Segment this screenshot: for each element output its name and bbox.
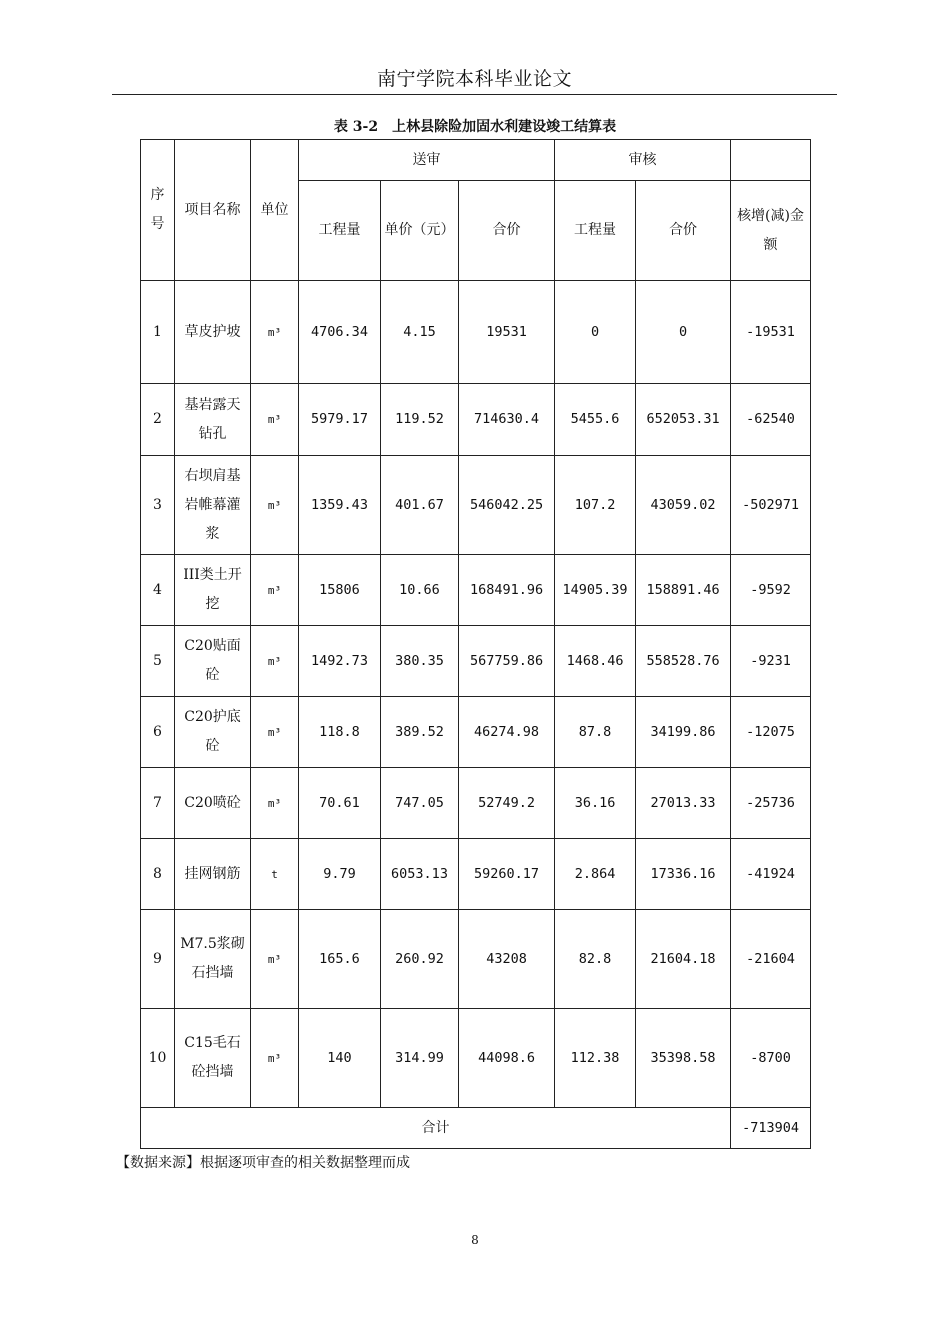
cell-sub-total: 59260.17 [459, 839, 555, 910]
cell-aud-total: 158891.46 [636, 555, 731, 626]
cell-aud-total: 43059.02 [636, 456, 731, 555]
table-row [141, 768, 811, 839]
cell-sub-total: 168491.96 [459, 555, 555, 626]
cell-aud-total: 34199.86 [636, 697, 731, 768]
cell-unit: m³ [251, 910, 299, 1009]
table-row [141, 384, 811, 456]
cell-aud-qty: 14905.39 [555, 555, 636, 626]
cell-sub-price: 380.35 [381, 626, 459, 697]
header-diff: 核增(减)金额 [731, 181, 811, 281]
cell-no: 4 [141, 555, 175, 626]
cell-aud-qty: 2.864 [555, 839, 636, 910]
table-row [141, 697, 811, 768]
cell-unit: m³ [251, 697, 299, 768]
cell-sub-price: 747.05 [381, 768, 459, 839]
cell-sub-total: 52749.2 [459, 768, 555, 839]
header-unit: 单位 [251, 140, 299, 281]
cell-name: 草皮护坡 [175, 281, 251, 384]
cell-sub-total: 46274.98 [459, 697, 555, 768]
cell-name: III类土开挖 [175, 555, 251, 626]
table-row [141, 910, 811, 1009]
cell-name: M7.5浆砌石挡墙 [175, 910, 251, 1009]
cell-diff: -19531 [731, 281, 811, 384]
cell-name: 右坝肩基岩帷幕灌浆 [175, 456, 251, 555]
cell-sub-total: 567759.86 [459, 626, 555, 697]
cell-diff: -25736 [731, 768, 811, 839]
cell-sub-total: 546042.25 [459, 456, 555, 555]
cell-no: 10 [141, 1009, 175, 1108]
cell-sub-qty: 15806 [299, 555, 381, 626]
settlement-table [140, 139, 811, 1149]
total-value: -713904 [731, 1108, 811, 1149]
table-row [141, 626, 811, 697]
cell-sub-price: 389.52 [381, 697, 459, 768]
page-number: 8 [471, 1233, 479, 1247]
cell-name: 基岩露天钻孔 [175, 384, 251, 456]
table-caption: 表 3-2 上林县除险加固水利建设竣工结算表 [333, 119, 617, 135]
cell-sub-price: 119.52 [381, 384, 459, 456]
table-row [141, 281, 811, 384]
cell-aud-total: 17336.16 [636, 839, 731, 910]
cell-sub-qty: 9.79 [299, 839, 381, 910]
cell-no: 7 [141, 768, 175, 839]
cell-diff: -9231 [731, 626, 811, 697]
cell-aud-qty: 0 [555, 281, 636, 384]
cell-no: 9 [141, 910, 175, 1009]
cell-sub-qty: 1359.43 [299, 456, 381, 555]
cell-aud-qty: 36.16 [555, 768, 636, 839]
cell-sub-total: 19531 [459, 281, 555, 384]
cell-sub-qty: 1492.73 [299, 626, 381, 697]
cell-sub-qty: 165.6 [299, 910, 381, 1009]
total-label: 合计 [141, 1108, 731, 1149]
cell-diff: -502971 [731, 456, 811, 555]
cell-sub-price: 6053.13 [381, 839, 459, 910]
cell-unit: m³ [251, 555, 299, 626]
header-group-submitted: 送审 [299, 140, 555, 181]
header-group-audit: 审核 [555, 140, 731, 181]
cell-unit: m³ [251, 384, 299, 456]
cell-sub-total: 43208 [459, 910, 555, 1009]
header-sub-total: 合价 [459, 181, 555, 281]
cell-diff: -8700 [731, 1009, 811, 1108]
table-row [141, 1009, 811, 1108]
cell-diff: -41924 [731, 839, 811, 910]
table-row [141, 839, 811, 910]
cell-name: C20贴面砼 [175, 626, 251, 697]
cell-name: C20护底砼 [175, 697, 251, 768]
cell-sub-price: 10.66 [381, 555, 459, 626]
cell-unit: m³ [251, 768, 299, 839]
table-row [141, 456, 811, 555]
total-row [141, 1108, 811, 1149]
cell-sub-qty: 140 [299, 1009, 381, 1108]
cell-name: C15毛石砼挡墙 [175, 1009, 251, 1108]
cell-unit: t [251, 839, 299, 910]
cell-sub-qty: 118.8 [299, 697, 381, 768]
cell-sub-price: 4.15 [381, 281, 459, 384]
cell-diff: -9592 [731, 555, 811, 626]
cell-aud-qty: 107.2 [555, 456, 636, 555]
cell-name: C20喷砼 [175, 768, 251, 839]
cell-aud-qty: 82.8 [555, 910, 636, 1009]
cell-no: 2 [141, 384, 175, 456]
cell-name: 挂网钢筋 [175, 839, 251, 910]
cell-no: 3 [141, 456, 175, 555]
cell-aud-total: 0 [636, 281, 731, 384]
cell-sub-price: 401.67 [381, 456, 459, 555]
cell-sub-price: 314.99 [381, 1009, 459, 1108]
source-note: 【数据来源】根据逐项审查的相关数据整理而成 [116, 1155, 410, 1171]
cell-unit: m³ [251, 626, 299, 697]
cell-no: 6 [141, 697, 175, 768]
cell-sub-qty: 70.61 [299, 768, 381, 839]
cell-aud-total: 21604.18 [636, 910, 731, 1009]
cell-aud-total: 35398.58 [636, 1009, 731, 1108]
cell-sub-qty: 5979.17 [299, 384, 381, 456]
header-aud-total: 合价 [636, 181, 731, 281]
cell-diff: -12075 [731, 697, 811, 768]
header-sub-price: 单价（元） [381, 181, 459, 281]
cell-unit: m³ [251, 456, 299, 555]
cell-diff: -62540 [731, 384, 811, 456]
cell-aud-total: 558528.76 [636, 626, 731, 697]
header-blank [731, 140, 811, 181]
header-sub-qty: 工程量 [299, 181, 381, 281]
cell-aud-qty: 112.38 [555, 1009, 636, 1108]
cell-aud-qty: 1468.46 [555, 626, 636, 697]
cell-sub-price: 260.92 [381, 910, 459, 1009]
table-row [141, 555, 811, 626]
header-aud-qty: 工程量 [555, 181, 636, 281]
header-divider [112, 94, 837, 95]
cell-aud-qty: 5455.6 [555, 384, 636, 456]
cell-aud-total: 27013.33 [636, 768, 731, 839]
cell-no: 1 [141, 281, 175, 384]
cell-aud-qty: 87.8 [555, 697, 636, 768]
header-no: 序号 [141, 140, 175, 281]
cell-diff: -21604 [731, 910, 811, 1009]
cell-aud-total: 652053.31 [636, 384, 731, 456]
cell-unit: m³ [251, 1009, 299, 1108]
page-header-title: 南宁学院本科毕业论文 [376, 68, 572, 90]
header-name: 项目名称 [175, 140, 251, 281]
cell-sub-qty: 4706.34 [299, 281, 381, 384]
cell-no: 8 [141, 839, 175, 910]
cell-no: 5 [141, 626, 175, 697]
cell-sub-total: 44098.6 [459, 1009, 555, 1108]
cell-sub-total: 714630.4 [459, 384, 555, 456]
cell-unit: m³ [251, 281, 299, 384]
